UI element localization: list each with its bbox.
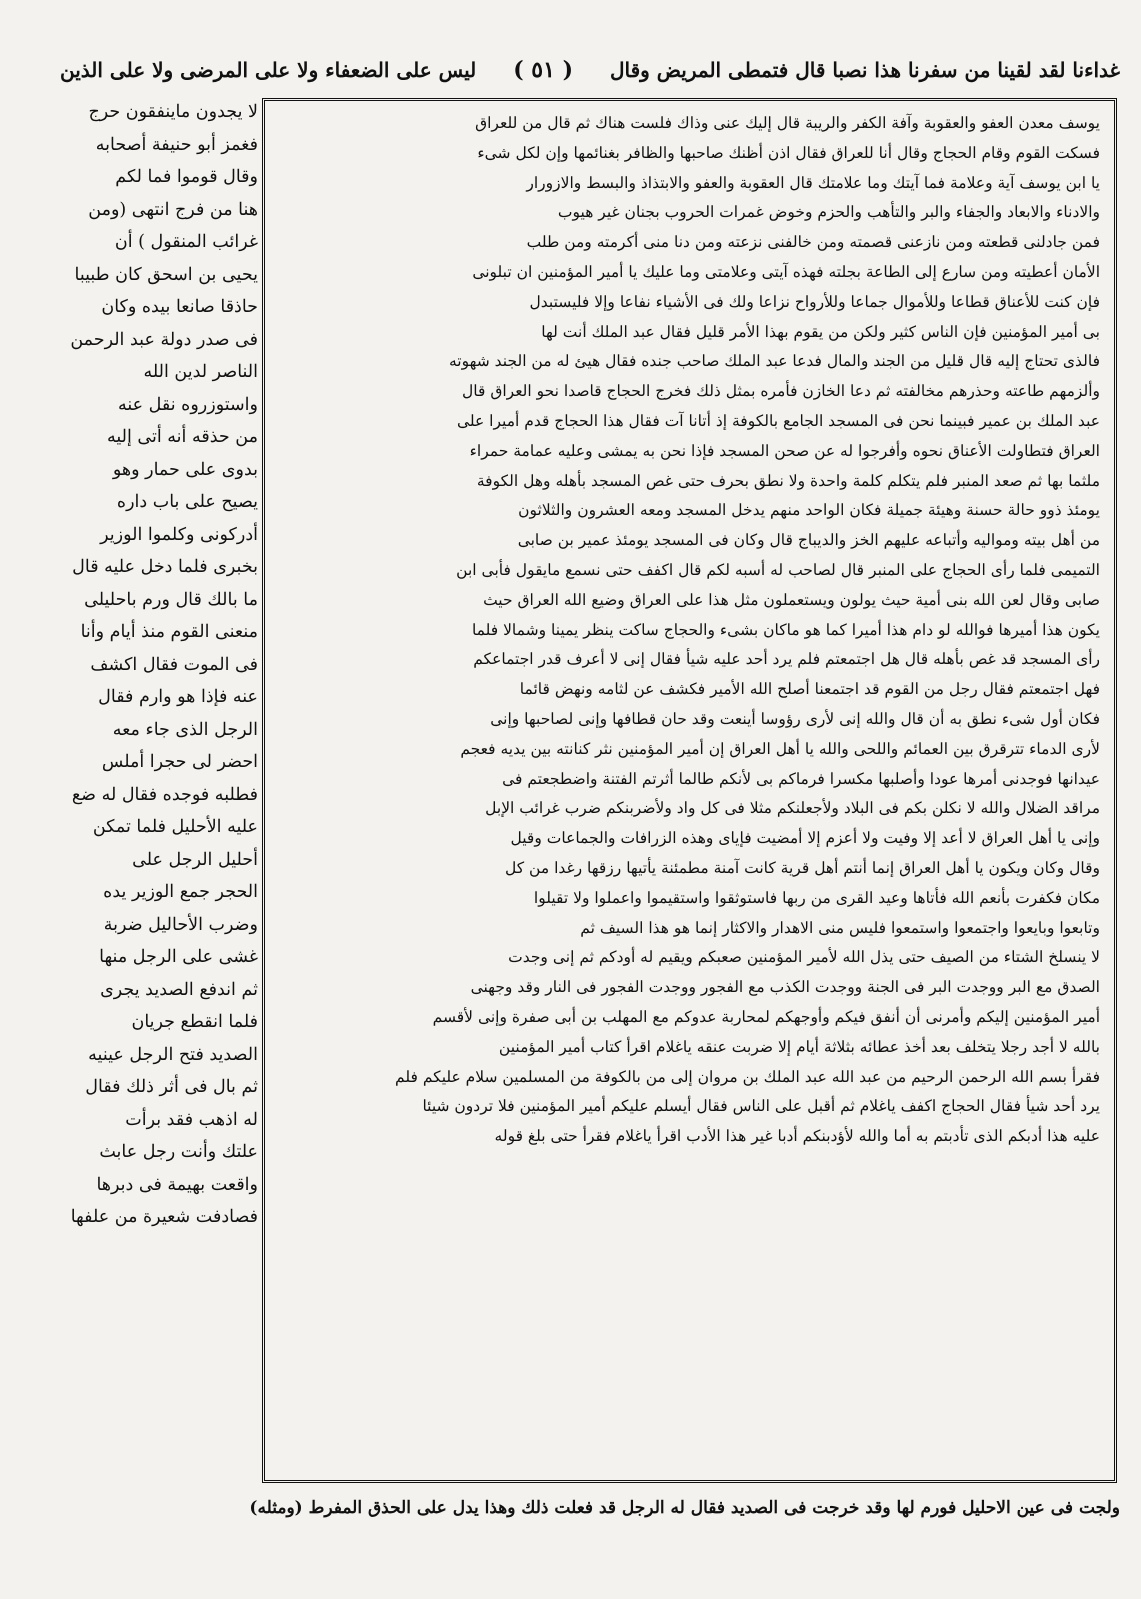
margin-text-line: لا يجدون ماينفقون حرج — [88, 102, 258, 122]
margin-text-line: غرائب المنقول ) أن — [114, 232, 258, 252]
text-line: فكان أول شىء نطق به أن قال والله إنى لأرى رؤوسا أينعت وقد حان قطافها وإنى لصاحبها وإنى — [490, 709, 1100, 728]
text-line: يومئذ ذوو حالة حسنة وهيئة جميلة فكان الواحد منهم يدخل المسجد ومعه العشرون والثلاثون — [518, 501, 1100, 520]
text-line: والادناء والابعاد والجفاء والبر والتأهب والحزم وخوض غمرات الحروب بجنان غير هيوب — [557, 203, 1100, 222]
header-left-text: ليس على الضعفاء ولا على المرضى ولا على الذين — [60, 58, 477, 82]
margin-text-line: بدوى على حمار وهو — [112, 459, 258, 480]
text-line: العراق فتطاولت الأعناق نحوه وأفرجوا له عن صحن المسجد فإذا نحن به يمشى وعليه عمامة حمراء — [469, 441, 1100, 460]
margin-text-line: فى الموت فقال اكشف — [90, 654, 258, 675]
page-header — [60, 50, 1120, 90]
text-line: بالله لا أجد رجلا يتخلف بعد أخذ عطائه بثلاثة أيام إلا ضربت عنقه ياغلام اقرأ كتاب أمير المؤمنين — [498, 1037, 1100, 1056]
text-line: مراقد الضلال والله لا نكلن بكم فى البلاد ولأجعلنكم مثلا فى كل واد ولأضربنكم ضرب غرائب الإبل — [485, 799, 1100, 818]
margin-text-line: يحيى بن اسحق كان طبيبا — [74, 264, 258, 285]
margin-text-line: فطلبه فوجده فقال له ضع — [71, 784, 258, 805]
text-line: فالذى تحتاج إليه قال قليل من الجند والمال فدعا عبد الملك صاحب جنده فقال هيئ له من الجند شهوته — [448, 352, 1100, 371]
text-line: لأرى الدماء تترقرق بين العمائم واللحى والله يا أهل العراق إن أمير المؤمنين نثر كنانته بين يديه فعجم — [460, 739, 1100, 758]
header-right-text: غداءنا لقد لقينا من سفرنا هذا نصبا قال فتمطى المريض وقال — [609, 58, 1120, 82]
text-line: يكون هذا أميرها فوالله لو دام هذا أميرا كما هو ماكان بشىء والحجاج ساكت ينظر يمينا وشمالا فلما — [471, 620, 1100, 639]
text-line: من أهل بيته ومواليه وأتباعه عليهم الخز والديباج قال وكان فى المسجد يومئذ عمير بن صابى — [517, 531, 1100, 550]
margin-text-line: واستوزروه نقل عنه — [117, 394, 258, 415]
margin-column-text — [58, 96, 258, 1476]
text-line: وقال وكان ويكون يا أهل العراق إنما أنتم أهل قرية كانت آمنة مطمئنة يأتيها رزقها رغدا من كل — [505, 858, 1100, 877]
text-line: فإن كنت للأعناق قطاعا وللأموال جماعا وللأرواح نزاعا ولك فى الأشياء نفاعا وإلا فليستبدل — [529, 292, 1100, 311]
margin-text-line: ثم بال فى أثر ذلك فقال — [85, 1077, 258, 1097]
text-line: مكان فكفرت بأنعم الله فأتاها وعيد القرى من ربها فاستوثقوا واستقيموا واعملوا ولا تقيلوا — [533, 888, 1100, 907]
text-line: يا ابن يوسف آية وعلامة فما آيتك وما علامتك قال العقوبة والعفو والابتذاذ والبسط والازورار — [526, 173, 1100, 192]
margin-text-line: من حذقه أنه أتى إليه — [107, 427, 258, 447]
page-footer — [60, 1492, 1120, 1524]
margin-text-line: بخبرى فلما دخل عليه قال — [72, 557, 258, 577]
margin-text-line: فغمز أبو حنيفة أصحابه — [95, 134, 258, 155]
text-line: وتابعوا وبايعوا واجتمعوا واستمعوا فليس منى الاهدار والاكثار إنما هو هذا السيف ثم — [580, 918, 1100, 937]
text-line: لا ينسلخ الشتاء من الصيف حتى يذل الله لأمير المؤمنين صعبكم ويقيم له أودكم ثم إنى وجدت — [508, 948, 1100, 967]
margin-text-line: هنا من فرج انتهى (ومن — [88, 199, 258, 220]
text-line: ملثما بها ثم صعد المنبر فلم يتكلم كلمة واحدة ولا نطق بحرف حتى غص المسجد بأهله وهل الكوفة — [476, 471, 1100, 490]
text-line: رأى المسجد قد غص بأهله قال هل اجتمعتم فلم يرد أحد عليه شيأ فقال إنى لا أعرف قدر اجتماعكم — [473, 650, 1100, 669]
text-line: فقرأ بسم الله الرحمن الرحيم من عبد الله عبد الملك بن مروان إلى من بالكوفة من المسلمين سلام عليكم فلم — [395, 1067, 1100, 1086]
text-line: عبد الملك بن عمير فبينما نحن فى المسجد الجامع بالكوفة إذ أتانا آت فقال هذا الحجاج قدم أميرا على — [456, 411, 1100, 430]
text-line: يرد أحد شيأ فقال الحجاج اكفف ياغلام ثم أقبل على الناس فقال أيسلم عليكم أمير المؤمنين فلا تردون شيئا — [422, 1097, 1100, 1116]
margin-text-line: ثم اندفع الصديد يجرى — [100, 979, 258, 1000]
margin-text-line: أدركونى وكلموا الوزير — [100, 524, 258, 545]
margin-text-line: غشى على الرجل منها — [99, 947, 258, 967]
text-line: عليه هذا أدبكم الذى تأدبتم به أما والله لأؤدبنكم أدبا غير هذا الأدب اقرأ ياغلام فقرأ حتى بلغ قوله — [494, 1127, 1100, 1146]
margin-text-line: فى صدر دولة عبد الرحمن — [70, 329, 258, 350]
text-line: أمير المؤمنين إليكم وأمرنى أن أنفق فيكم وأوجهكم لمحاربة عدوكم مع المهلب بن أبى صفرة وإنى لأقسم — [432, 1007, 1100, 1026]
margin-text-line: الناصر لدين الله — [143, 362, 258, 382]
margin-text-line: فصادفت شعيرة من علفها — [70, 1207, 258, 1227]
margin-text-line: أحليل الرجل على — [132, 849, 258, 870]
footer-line: ولجت فى عين الاحليل فورم لها وقد خرجت فى الصديد فقال له الرجل قد فعلت ذلك وهذا يدل على الحذق المفرط (ومثله) — [249, 1498, 1120, 1518]
text-line: عيدانها فوجدنى أمرها عودا وأصلبها مكسرا فرماكم بى لأنكم طالما أثرتم الفتنة واضطجعتم فى — [502, 769, 1100, 788]
text-line: الأمان أعطيته ومن سارع إلى الطاعة بجلته فهذه آيتى وعلامتى وما عليك يا أمير المؤمنين ان تبلونى — [472, 262, 1100, 281]
margin-text-line: الحجر جمع الوزير يده — [103, 882, 258, 902]
margin-text-line: وضرب الأحاليل ضربة — [103, 914, 258, 935]
text-line: بى أمير المؤمنين فإن الناس كثير ولكن من يقوم بهذا الأمر قليل فقال عبد الملك أنت لها — [541, 322, 1100, 341]
margin-text-line: وقال قوموا فما لكم — [115, 167, 258, 187]
text-line: الصدق مع البر ووجدت البر فى الجنة ووجدت الكذب مع الفجور ووجدت الفجور فى النار وقد وجهنى — [470, 978, 1100, 997]
main-text-body — [279, 109, 1100, 1152]
margin-text-line: عليه الأحليل فلما تمكن — [92, 817, 258, 837]
margin-text-line: الرجل الذى جاء معه — [112, 719, 258, 740]
margin-text-line: احضر لى حجرا أملس — [101, 752, 258, 772]
text-line: وإنى يا أهل العراق لا أعد إلا وفيت ولا أعزم إلا أمضيت فإياى وهذه الزرافات والجماعات وقيل — [510, 829, 1100, 848]
margin-text-line: يصيح على باب داره — [116, 492, 258, 512]
text-line: فسكت القوم وقام الحجاج وقال أنا للعراق فقال اذن أظنك صاحبها والظافر بغنائمها وإن لكل شىء — [477, 143, 1100, 162]
margin-text-line: فلما انقطع جريان — [131, 1012, 258, 1032]
margin-text-line: ما بالك قال ورم باحليلى — [84, 589, 258, 610]
text-line: صابى وقال لعن الله بنى أمية حيث يولون ويستعملون مثل هذا على العراق وضيع الله العراق حيث — [483, 590, 1100, 609]
margin-text-line: علتك وأنت رجل عابث — [99, 1142, 258, 1162]
text-line: فهل اجتمعتم فقال رجل من القوم قد اجتمعنا أصلح الله الأمير فكشف عن لثامه ونهض قائما — [519, 680, 1100, 699]
text-line: فمن جادلنى قطعته ومن نازعنى قصمته ومن خالفنى نزعته ومن دنا منى أكرمته ومن طلب — [526, 233, 1100, 252]
margin-text-line: منعنى القوم منذ أيام وأنا — [80, 622, 258, 642]
page-number: ( ٥١ ) — [513, 57, 573, 83]
text-line: وألزمهم طاعته وحذرهم مخالفته ثم دعا الخازن فأمره بمثل ذلك فخرج الحجاج قاصدا نحو العراق قال — [462, 382, 1100, 401]
margin-text-line: الصديد فتح الرجل عينيه — [88, 1044, 258, 1065]
margin-text-line: واقعت بهيمة فى دبرها — [96, 1174, 258, 1195]
text-line: التميمى فلما رأى الحجاج على المنبر قال لصاحب له أسبه لكم قال اكفف حتى نسمع مايقول فأبى ابن — [456, 560, 1100, 579]
main-text-frame — [262, 98, 1117, 1483]
margin-text-line: عنه فإذا هو وارم فقال — [98, 687, 258, 707]
margin-text-line: له اذهب فقد برأت — [125, 1109, 258, 1130]
text-line: يوسف معدن العفو والعقوبة وآفة الكفر والريبة قال إليك عنى وذاك فلست هناك ثم قال من للعراق — [475, 114, 1100, 132]
margin-text-line: حاذقا صانعا بيده وكان — [101, 297, 258, 317]
